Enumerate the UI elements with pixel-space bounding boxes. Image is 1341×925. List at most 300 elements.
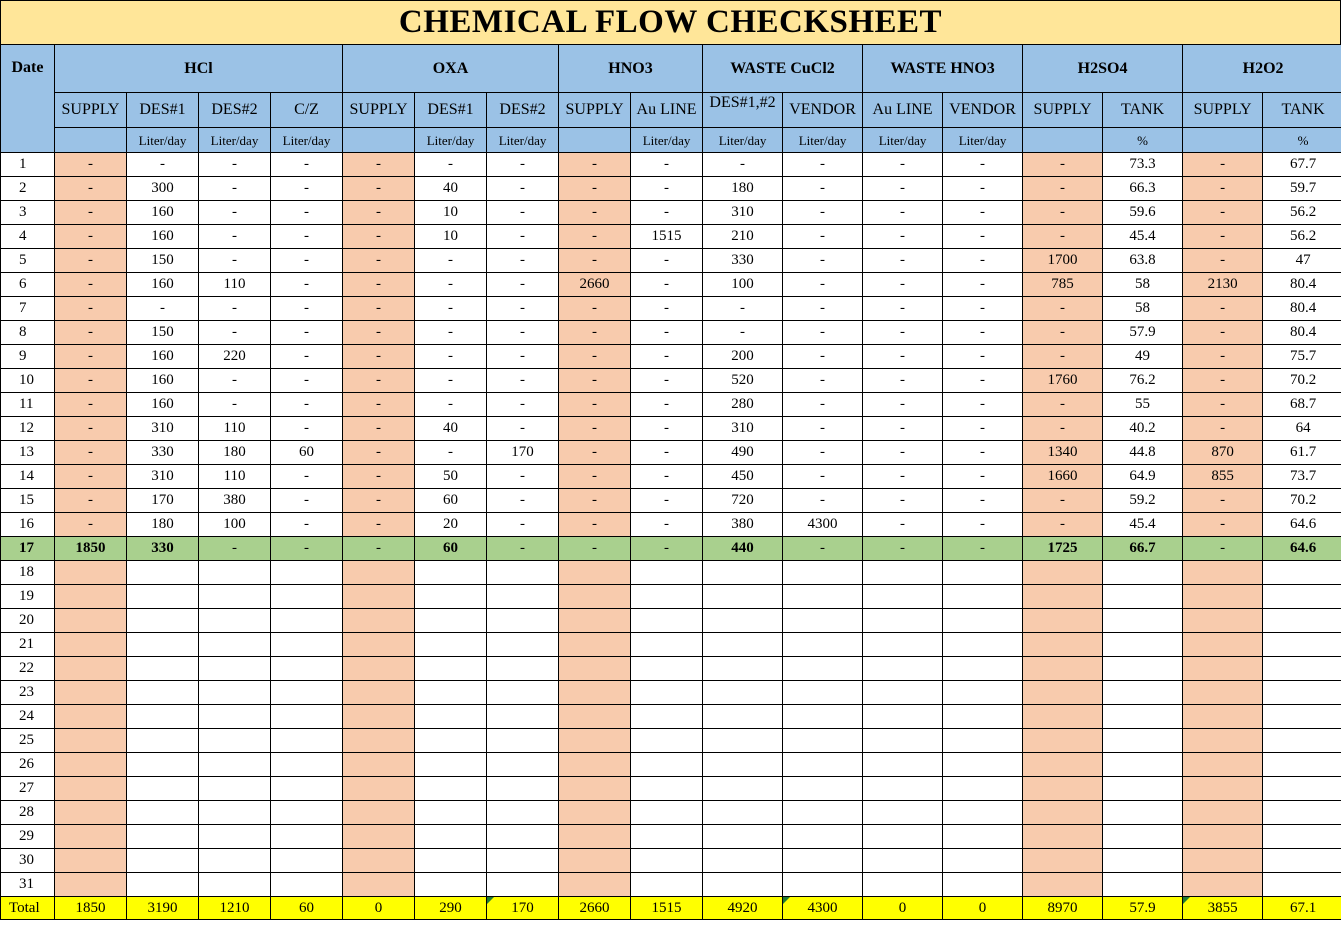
data-cell[interactable]: - (863, 153, 943, 177)
data-cell[interactable] (271, 633, 343, 657)
data-cell[interactable] (1183, 681, 1263, 705)
day-cell[interactable]: 21 (1, 633, 55, 657)
data-cell[interactable]: 80.4 (1263, 297, 1341, 321)
data-cell[interactable]: - (487, 321, 559, 345)
data-cell[interactable]: 59.6 (1103, 201, 1183, 225)
data-cell[interactable] (55, 585, 127, 609)
data-cell[interactable] (343, 705, 415, 729)
data-cell[interactable]: - (943, 369, 1023, 393)
data-cell[interactable]: - (343, 321, 415, 345)
data-cell[interactable] (1023, 657, 1103, 681)
data-cell[interactable]: 1700 (1023, 249, 1103, 273)
data-cell[interactable] (703, 873, 783, 897)
data-cell[interactable]: - (271, 153, 343, 177)
data-cell[interactable] (1103, 777, 1183, 801)
data-cell[interactable]: - (863, 177, 943, 201)
data-cell[interactable] (559, 849, 631, 873)
data-cell[interactable] (1183, 705, 1263, 729)
data-cell[interactable] (783, 873, 863, 897)
data-cell[interactable] (1103, 849, 1183, 873)
data-cell[interactable]: 45.4 (1103, 513, 1183, 537)
data-cell[interactable] (199, 633, 271, 657)
data-cell[interactable]: - (1023, 297, 1103, 321)
data-cell[interactable]: - (271, 273, 343, 297)
data-cell[interactable] (783, 705, 863, 729)
data-cell[interactable]: - (487, 273, 559, 297)
data-cell[interactable]: 50 (415, 465, 487, 489)
data-cell[interactable] (199, 849, 271, 873)
data-cell[interactable] (703, 849, 783, 873)
data-cell[interactable]: - (343, 441, 415, 465)
data-cell[interactable]: 56.2 (1263, 201, 1341, 225)
data-cell[interactable]: - (631, 441, 703, 465)
data-cell[interactable]: - (199, 537, 271, 561)
data-cell[interactable] (343, 561, 415, 585)
data-cell[interactable] (863, 825, 943, 849)
data-cell[interactable] (127, 777, 199, 801)
data-cell[interactable]: 64.6 (1263, 537, 1341, 561)
data-cell[interactable]: - (783, 345, 863, 369)
data-cell[interactable]: - (559, 513, 631, 537)
data-cell[interactable] (1103, 705, 1183, 729)
data-cell[interactable] (559, 729, 631, 753)
data-cell[interactable]: - (631, 249, 703, 273)
data-cell[interactable] (943, 585, 1023, 609)
data-cell[interactable] (415, 849, 487, 873)
data-cell[interactable] (1183, 729, 1263, 753)
data-cell[interactable]: 150 (127, 321, 199, 345)
data-cell[interactable] (343, 825, 415, 849)
data-cell[interactable] (55, 657, 127, 681)
data-cell[interactable] (1103, 801, 1183, 825)
data-cell[interactable] (943, 681, 1023, 705)
data-cell[interactable] (415, 729, 487, 753)
data-cell[interactable]: - (415, 345, 487, 369)
data-cell[interactable]: - (783, 177, 863, 201)
data-cell[interactable]: 520 (703, 369, 783, 393)
data-cell[interactable] (1263, 825, 1341, 849)
data-cell[interactable]: - (271, 369, 343, 393)
day-cell[interactable]: 14 (1, 465, 55, 489)
data-cell[interactable] (199, 681, 271, 705)
data-cell[interactable]: - (55, 417, 127, 441)
data-cell[interactable] (863, 681, 943, 705)
data-cell[interactable] (271, 729, 343, 753)
data-cell[interactable]: 40 (415, 417, 487, 441)
data-cell[interactable] (783, 777, 863, 801)
data-cell[interactable]: - (559, 345, 631, 369)
data-cell[interactable] (783, 681, 863, 705)
total-cell[interactable]: 8970 (1023, 897, 1103, 920)
data-cell[interactable]: 56.2 (1263, 225, 1341, 249)
data-cell[interactable]: 76.2 (1103, 369, 1183, 393)
data-cell[interactable]: - (415, 321, 487, 345)
data-cell[interactable]: - (343, 369, 415, 393)
data-cell[interactable]: - (487, 177, 559, 201)
data-cell[interactable]: 75.7 (1263, 345, 1341, 369)
data-cell[interactable]: 160 (127, 225, 199, 249)
data-cell[interactable] (631, 657, 703, 681)
data-cell[interactable] (631, 801, 703, 825)
data-cell[interactable] (415, 681, 487, 705)
data-cell[interactable]: - (783, 201, 863, 225)
data-cell[interactable]: - (1183, 345, 1263, 369)
data-cell[interactable]: - (1023, 345, 1103, 369)
data-cell[interactable] (1183, 825, 1263, 849)
data-cell[interactable]: - (631, 369, 703, 393)
data-cell[interactable] (783, 609, 863, 633)
data-cell[interactable]: 310 (703, 201, 783, 225)
data-cell[interactable]: - (343, 393, 415, 417)
data-cell[interactable]: - (631, 297, 703, 321)
day-cell[interactable]: 13 (1, 441, 55, 465)
data-cell[interactable]: 330 (127, 537, 199, 561)
data-cell[interactable]: 310 (127, 417, 199, 441)
data-cell[interactable]: 73.7 (1263, 465, 1341, 489)
data-cell[interactable]: - (55, 201, 127, 225)
data-cell[interactable]: - (863, 297, 943, 321)
data-cell[interactable] (127, 561, 199, 585)
data-cell[interactable] (487, 849, 559, 873)
data-cell[interactable]: - (55, 225, 127, 249)
data-cell[interactable]: 70.2 (1263, 369, 1341, 393)
data-cell[interactable]: - (783, 153, 863, 177)
data-cell[interactable]: - (943, 177, 1023, 201)
data-cell[interactable] (271, 705, 343, 729)
data-cell[interactable] (703, 609, 783, 633)
data-cell[interactable]: - (703, 297, 783, 321)
data-cell[interactable] (271, 561, 343, 585)
data-cell[interactable] (1103, 561, 1183, 585)
data-cell[interactable]: - (55, 297, 127, 321)
data-cell[interactable] (127, 705, 199, 729)
data-cell[interactable] (415, 801, 487, 825)
data-cell[interactable] (783, 849, 863, 873)
data-cell[interactable]: 64 (1263, 417, 1341, 441)
data-cell[interactable]: - (487, 393, 559, 417)
data-cell[interactable] (863, 873, 943, 897)
data-cell[interactable]: - (271, 393, 343, 417)
data-cell[interactable] (631, 873, 703, 897)
data-cell[interactable]: - (1023, 321, 1103, 345)
data-cell[interactable]: - (943, 297, 1023, 321)
data-cell[interactable]: 310 (703, 417, 783, 441)
data-cell[interactable]: - (783, 321, 863, 345)
data-cell[interactable]: - (415, 249, 487, 273)
data-cell[interactable]: 380 (199, 489, 271, 513)
day-cell[interactable]: 12 (1, 417, 55, 441)
day-cell[interactable]: 16 (1, 513, 55, 537)
data-cell[interactable] (55, 729, 127, 753)
data-cell[interactable]: - (943, 489, 1023, 513)
data-cell[interactable]: - (487, 249, 559, 273)
total-cell[interactable]: 3190 (127, 897, 199, 920)
data-cell[interactable]: - (199, 153, 271, 177)
data-cell[interactable] (55, 633, 127, 657)
data-cell[interactable]: - (343, 177, 415, 201)
data-cell[interactable]: - (343, 465, 415, 489)
data-cell[interactable]: - (415, 153, 487, 177)
data-cell[interactable] (783, 585, 863, 609)
day-cell[interactable]: 30 (1, 849, 55, 873)
data-cell[interactable]: - (703, 321, 783, 345)
data-cell[interactable]: 44.8 (1103, 441, 1183, 465)
day-cell[interactable]: 2 (1, 177, 55, 201)
data-cell[interactable]: 61.7 (1263, 441, 1341, 465)
data-cell[interactable] (559, 801, 631, 825)
data-cell[interactable]: - (783, 417, 863, 441)
data-cell[interactable] (1103, 609, 1183, 633)
data-cell[interactable]: - (487, 537, 559, 561)
data-cell[interactable] (199, 657, 271, 681)
data-cell[interactable]: - (631, 201, 703, 225)
data-cell[interactable]: 59.2 (1103, 489, 1183, 513)
data-cell[interactable] (943, 801, 1023, 825)
data-cell[interactable]: - (271, 321, 343, 345)
data-cell[interactable]: - (1183, 513, 1263, 537)
data-cell[interactable]: 160 (127, 345, 199, 369)
data-cell[interactable]: - (559, 201, 631, 225)
data-cell[interactable]: - (343, 297, 415, 321)
data-cell[interactable]: - (783, 441, 863, 465)
data-cell[interactable] (943, 633, 1023, 657)
total-cell[interactable]: 170 (487, 897, 559, 920)
data-cell[interactable] (943, 777, 1023, 801)
data-cell[interactable] (415, 873, 487, 897)
data-cell[interactable] (127, 633, 199, 657)
data-cell[interactable]: - (863, 441, 943, 465)
day-cell[interactable]: 26 (1, 753, 55, 777)
day-cell[interactable]: 29 (1, 825, 55, 849)
data-cell[interactable]: - (943, 393, 1023, 417)
data-cell[interactable] (631, 777, 703, 801)
data-cell[interactable]: - (127, 153, 199, 177)
data-cell[interactable] (199, 873, 271, 897)
day-cell[interactable]: 8 (1, 321, 55, 345)
data-cell[interactable]: - (863, 345, 943, 369)
data-cell[interactable] (631, 633, 703, 657)
data-cell[interactable]: - (559, 225, 631, 249)
data-cell[interactable]: 73.3 (1103, 153, 1183, 177)
data-cell[interactable]: 150 (127, 249, 199, 273)
data-cell[interactable]: 57.9 (1103, 321, 1183, 345)
data-cell[interactable] (1183, 561, 1263, 585)
day-cell[interactable]: 10 (1, 369, 55, 393)
data-cell[interactable]: - (55, 177, 127, 201)
data-cell[interactable]: - (487, 489, 559, 513)
data-cell[interactable] (415, 657, 487, 681)
data-cell[interactable]: - (343, 273, 415, 297)
data-cell[interactable]: 490 (703, 441, 783, 465)
data-cell[interactable]: - (559, 417, 631, 441)
data-cell[interactable]: - (487, 369, 559, 393)
data-cell[interactable]: - (55, 345, 127, 369)
day-cell[interactable]: 5 (1, 249, 55, 273)
data-cell[interactable] (631, 705, 703, 729)
data-cell[interactable] (199, 753, 271, 777)
data-cell[interactable] (943, 657, 1023, 681)
data-cell[interactable] (703, 585, 783, 609)
data-cell[interactable]: - (343, 153, 415, 177)
data-cell[interactable]: - (415, 393, 487, 417)
data-cell[interactable]: - (863, 393, 943, 417)
data-cell[interactable] (199, 825, 271, 849)
data-cell[interactable] (943, 873, 1023, 897)
total-cell[interactable]: 4300 (783, 897, 863, 920)
data-cell[interactable] (55, 801, 127, 825)
data-cell[interactable]: 160 (127, 201, 199, 225)
data-cell[interactable] (1023, 561, 1103, 585)
data-cell[interactable] (415, 705, 487, 729)
data-cell[interactable]: - (631, 177, 703, 201)
data-cell[interactable] (1263, 585, 1341, 609)
data-cell[interactable] (1183, 753, 1263, 777)
data-cell[interactable] (559, 705, 631, 729)
data-cell[interactable] (343, 633, 415, 657)
data-cell[interactable] (559, 873, 631, 897)
data-cell[interactable] (343, 873, 415, 897)
data-cell[interactable]: - (271, 345, 343, 369)
data-cell[interactable] (703, 561, 783, 585)
data-cell[interactable]: 100 (703, 273, 783, 297)
data-cell[interactable] (487, 801, 559, 825)
data-cell[interactable]: - (943, 513, 1023, 537)
data-cell[interactable]: 380 (703, 513, 783, 537)
data-cell[interactable]: - (199, 369, 271, 393)
data-cell[interactable]: 10 (415, 225, 487, 249)
day-cell[interactable]: 18 (1, 561, 55, 585)
data-cell[interactable]: 110 (199, 417, 271, 441)
data-cell[interactable] (631, 825, 703, 849)
day-cell[interactable]: 11 (1, 393, 55, 417)
data-cell[interactable] (487, 681, 559, 705)
data-cell[interactable]: - (863, 249, 943, 273)
data-cell[interactable]: 60 (271, 441, 343, 465)
data-cell[interactable] (199, 609, 271, 633)
data-cell[interactable] (943, 705, 1023, 729)
data-cell[interactable]: - (1183, 369, 1263, 393)
data-cell[interactable] (1263, 561, 1341, 585)
data-cell[interactable]: - (631, 321, 703, 345)
data-cell[interactable] (631, 609, 703, 633)
data-cell[interactable] (1103, 681, 1183, 705)
data-cell[interactable]: - (1183, 537, 1263, 561)
data-cell[interactable]: - (559, 465, 631, 489)
data-cell[interactable]: - (559, 177, 631, 201)
data-cell[interactable]: 785 (1023, 273, 1103, 297)
data-cell[interactable] (559, 585, 631, 609)
data-cell[interactable] (343, 609, 415, 633)
data-cell[interactable] (863, 849, 943, 873)
data-cell[interactable]: 200 (703, 345, 783, 369)
data-cell[interactable] (415, 753, 487, 777)
data-cell[interactable] (415, 609, 487, 633)
data-cell[interactable]: - (343, 345, 415, 369)
data-cell[interactable]: 110 (199, 273, 271, 297)
data-cell[interactable]: - (199, 393, 271, 417)
data-cell[interactable]: - (1023, 177, 1103, 201)
data-cell[interactable]: - (1183, 321, 1263, 345)
data-cell[interactable] (1263, 609, 1341, 633)
total-cell[interactable]: 1515 (631, 897, 703, 920)
data-cell[interactable] (1263, 705, 1341, 729)
data-cell[interactable] (1183, 873, 1263, 897)
data-cell[interactable] (55, 705, 127, 729)
data-cell[interactable]: - (199, 249, 271, 273)
total-cell[interactable]: 290 (415, 897, 487, 920)
data-cell[interactable]: - (271, 513, 343, 537)
data-cell[interactable]: - (55, 153, 127, 177)
data-cell[interactable] (1183, 609, 1263, 633)
data-cell[interactable] (343, 849, 415, 873)
data-cell[interactable]: 1760 (1023, 369, 1103, 393)
data-cell[interactable] (1023, 801, 1103, 825)
data-cell[interactable]: 100 (199, 513, 271, 537)
data-cell[interactable]: 310 (127, 465, 199, 489)
data-cell[interactable] (487, 705, 559, 729)
data-cell[interactable]: - (863, 417, 943, 441)
data-cell[interactable] (703, 753, 783, 777)
data-cell[interactable] (1183, 633, 1263, 657)
data-cell[interactable] (55, 777, 127, 801)
data-cell[interactable]: 20 (415, 513, 487, 537)
data-cell[interactable] (1103, 753, 1183, 777)
data-cell[interactable]: - (415, 441, 487, 465)
data-cell[interactable]: 1515 (631, 225, 703, 249)
total-cell[interactable]: 0 (343, 897, 415, 920)
data-cell[interactable] (271, 825, 343, 849)
data-cell[interactable]: - (343, 225, 415, 249)
data-cell[interactable] (487, 873, 559, 897)
data-cell[interactable]: - (343, 201, 415, 225)
data-cell[interactable] (1183, 585, 1263, 609)
data-cell[interactable] (703, 801, 783, 825)
data-cell[interactable]: - (943, 249, 1023, 273)
total-cell[interactable]: 57.9 (1103, 897, 1183, 920)
data-cell[interactable]: 180 (703, 177, 783, 201)
data-cell[interactable]: - (1183, 393, 1263, 417)
data-cell[interactable]: - (783, 273, 863, 297)
data-cell[interactable] (127, 585, 199, 609)
day-cell[interactable]: 25 (1, 729, 55, 753)
data-cell[interactable] (127, 729, 199, 753)
data-cell[interactable] (415, 561, 487, 585)
data-cell[interactable]: 180 (199, 441, 271, 465)
day-cell[interactable]: 6 (1, 273, 55, 297)
data-cell[interactable]: - (55, 393, 127, 417)
data-cell[interactable]: - (271, 417, 343, 441)
data-cell[interactable]: - (487, 465, 559, 489)
data-cell[interactable] (199, 705, 271, 729)
data-cell[interactable]: - (863, 225, 943, 249)
data-cell[interactable]: 160 (127, 393, 199, 417)
data-cell[interactable] (863, 777, 943, 801)
data-cell[interactable]: - (863, 369, 943, 393)
data-cell[interactable] (1183, 849, 1263, 873)
data-cell[interactable] (559, 633, 631, 657)
data-cell[interactable]: 49 (1103, 345, 1183, 369)
data-cell[interactable]: - (559, 297, 631, 321)
data-cell[interactable]: - (487, 153, 559, 177)
data-cell[interactable] (631, 729, 703, 753)
data-cell[interactable] (1023, 681, 1103, 705)
data-cell[interactable] (943, 561, 1023, 585)
data-cell[interactable]: - (631, 417, 703, 441)
data-cell[interactable]: - (55, 441, 127, 465)
data-cell[interactable] (559, 825, 631, 849)
data-cell[interactable]: 1850 (55, 537, 127, 561)
data-cell[interactable] (1023, 609, 1103, 633)
